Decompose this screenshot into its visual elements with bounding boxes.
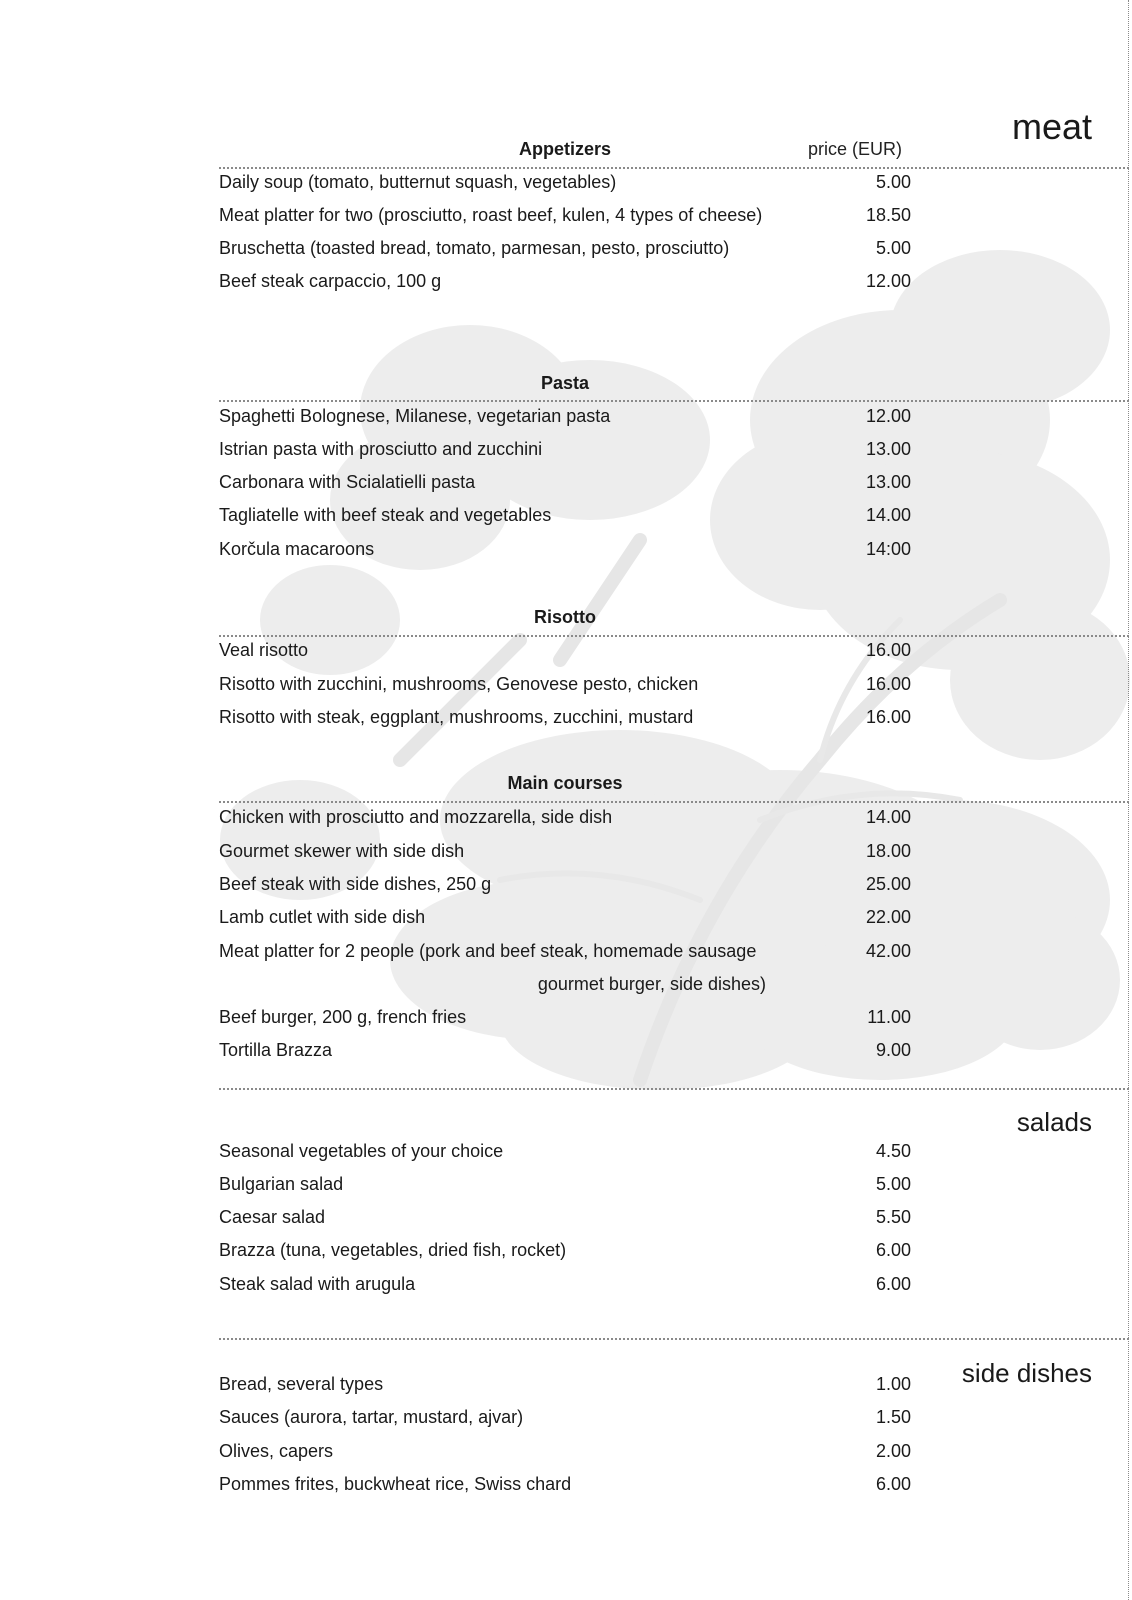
item-name: Carbonara with Scialatielli pasta <box>219 472 476 492</box>
section-heading-appetizers: Appetizers <box>518 139 612 159</box>
menu-item <box>219 1441 911 1467</box>
category-label-salads: salads <box>1016 1107 1092 1137</box>
item-name: Meat platter for two (prosciutto, roast beef, kulen, 4 types of cheese) <box>219 205 763 225</box>
menu-item <box>219 1474 911 1500</box>
menu-item <box>219 874 911 900</box>
section-heading-main-courses: Main courses <box>507 773 623 793</box>
dotted-rule <box>219 1338 1129 1340</box>
menu-item <box>219 1374 911 1400</box>
menu-item <box>219 472 911 498</box>
dotted-rule <box>219 400 1129 402</box>
vertical-dotted-rule <box>1128 0 1129 1600</box>
category-label-meat: meat <box>1011 106 1092 147</box>
menu-item <box>219 707 911 733</box>
item-name: Beef burger, 200 g, french fries <box>219 1007 467 1027</box>
menu-item <box>219 1007 911 1033</box>
menu-item <box>219 674 911 700</box>
menu-item <box>219 505 911 531</box>
menu-item <box>219 238 911 264</box>
item-price: 22.00 <box>865 907 911 927</box>
item-price: 11.00 <box>867 1007 911 1027</box>
item-name: Korčula macaroons <box>219 539 375 559</box>
item-name-continuation: gourmet burger, side dishes) <box>537 974 766 994</box>
item-price: 5.00 <box>875 238 911 258</box>
item-price: 14:00 <box>865 539 911 559</box>
price-column-header: price (EUR) <box>808 139 903 159</box>
dotted-rule <box>219 1088 1129 1090</box>
item-price: 6.00 <box>875 1474 911 1494</box>
item-name: Beef steak with side dishes, 250 g <box>219 874 492 894</box>
item-name: Tagliatelle with beef steak and vegetables <box>219 505 552 525</box>
item-price: 6.00 <box>875 1274 911 1294</box>
item-name: Lamb cutlet with side dish <box>219 907 426 927</box>
item-price: 18.00 <box>865 841 911 861</box>
section-heading-risotto: Risotto <box>534 607 596 627</box>
item-name: Istrian pasta with prosciutto and zucchini <box>219 439 543 459</box>
item-name: Bruschetta (toasted bread, tomato, parmesan, pesto, prosciutto) <box>219 238 730 258</box>
item-price: 16.00 <box>865 707 911 727</box>
dotted-rule <box>219 635 1129 637</box>
item-name: Steak salad with arugula <box>219 1274 416 1294</box>
item-name: Brazza (tuna, vegetables, dried fish, rocket) <box>219 1240 567 1260</box>
menu-item <box>219 807 911 833</box>
item-price: 13.00 <box>865 439 911 459</box>
item-name: Sauces (aurora, tartar, mustard, ajvar) <box>219 1407 524 1427</box>
menu-item <box>219 1174 911 1200</box>
item-price: 16.00 <box>865 674 911 694</box>
item-name: Risotto with steak, eggplant, mushrooms, zucchini, mustard <box>219 707 694 727</box>
menu-item <box>219 1040 911 1066</box>
menu-item <box>219 1207 911 1233</box>
item-price: 12.00 <box>865 406 911 426</box>
item-name: Seasonal vegetables of your choice <box>219 1141 504 1161</box>
item-name: Chicken with prosciutto and mozzarella, side dish <box>219 807 613 827</box>
item-name: Meat platter for 2 people (pork and beef steak, homemade sausage <box>219 941 757 961</box>
category-label-side-dishes: side dishes <box>961 1358 1092 1388</box>
item-name: Beef steak carpaccio, 100 g <box>219 271 442 291</box>
menu-item <box>219 907 911 933</box>
item-name: Bulgarian salad <box>219 1174 344 1194</box>
dotted-rule <box>219 801 1129 803</box>
dotted-rule <box>219 167 1129 169</box>
menu-item <box>219 439 911 465</box>
menu-item <box>219 172 911 198</box>
item-price: 2.00 <box>875 1441 911 1461</box>
item-price: 14.00 <box>865 807 911 827</box>
menu-item <box>219 841 911 867</box>
item-price: 18.50 <box>865 205 911 225</box>
item-name: Olives, capers <box>219 1441 334 1461</box>
menu-item <box>219 205 911 231</box>
item-name: Tortilla Brazza <box>219 1040 333 1060</box>
item-name: Pommes frites, buckwheat rice, Swiss chard <box>219 1474 572 1494</box>
item-price: 12.00 <box>865 271 911 291</box>
item-price: 9.00 <box>875 1040 911 1060</box>
item-name: Daily soup (tomato, butternut squash, vegetables) <box>219 172 617 192</box>
menu-item <box>219 1407 911 1433</box>
item-price: 25.00 <box>865 874 911 894</box>
item-price: 16.00 <box>865 640 911 660</box>
item-name: Bread, several types <box>219 1374 384 1394</box>
menu-item <box>219 406 911 432</box>
item-price: 13.00 <box>865 472 911 492</box>
menu-item <box>219 640 911 666</box>
item-price: 6.00 <box>875 1240 911 1260</box>
item-name: Spaghetti Bolognese, Milanese, vegetarian pasta <box>219 406 611 426</box>
menu-item <box>219 1240 911 1266</box>
item-price: 14.00 <box>865 505 911 525</box>
item-price: 5.00 <box>875 1174 911 1194</box>
item-name: Risotto with zucchini, mushrooms, Genovese pesto, chicken <box>219 674 699 694</box>
item-name: Caesar salad <box>219 1207 326 1227</box>
item-price: 5.00 <box>875 172 911 192</box>
item-price: 1.50 <box>875 1407 911 1427</box>
menu-item <box>219 1141 911 1167</box>
menu-item <box>219 1274 911 1300</box>
menu-item <box>219 539 911 565</box>
item-name: Gourmet skewer with side dish <box>219 841 465 861</box>
section-heading-pasta: Pasta <box>540 373 590 393</box>
item-price: 4.50 <box>875 1141 911 1161</box>
menu-item <box>219 941 911 967</box>
item-price: 1.00 <box>875 1374 911 1394</box>
item-name: Veal risotto <box>219 640 309 660</box>
item-price: 42.00 <box>865 941 911 961</box>
menu-item <box>219 271 911 297</box>
item-price: 5.50 <box>875 1207 911 1227</box>
